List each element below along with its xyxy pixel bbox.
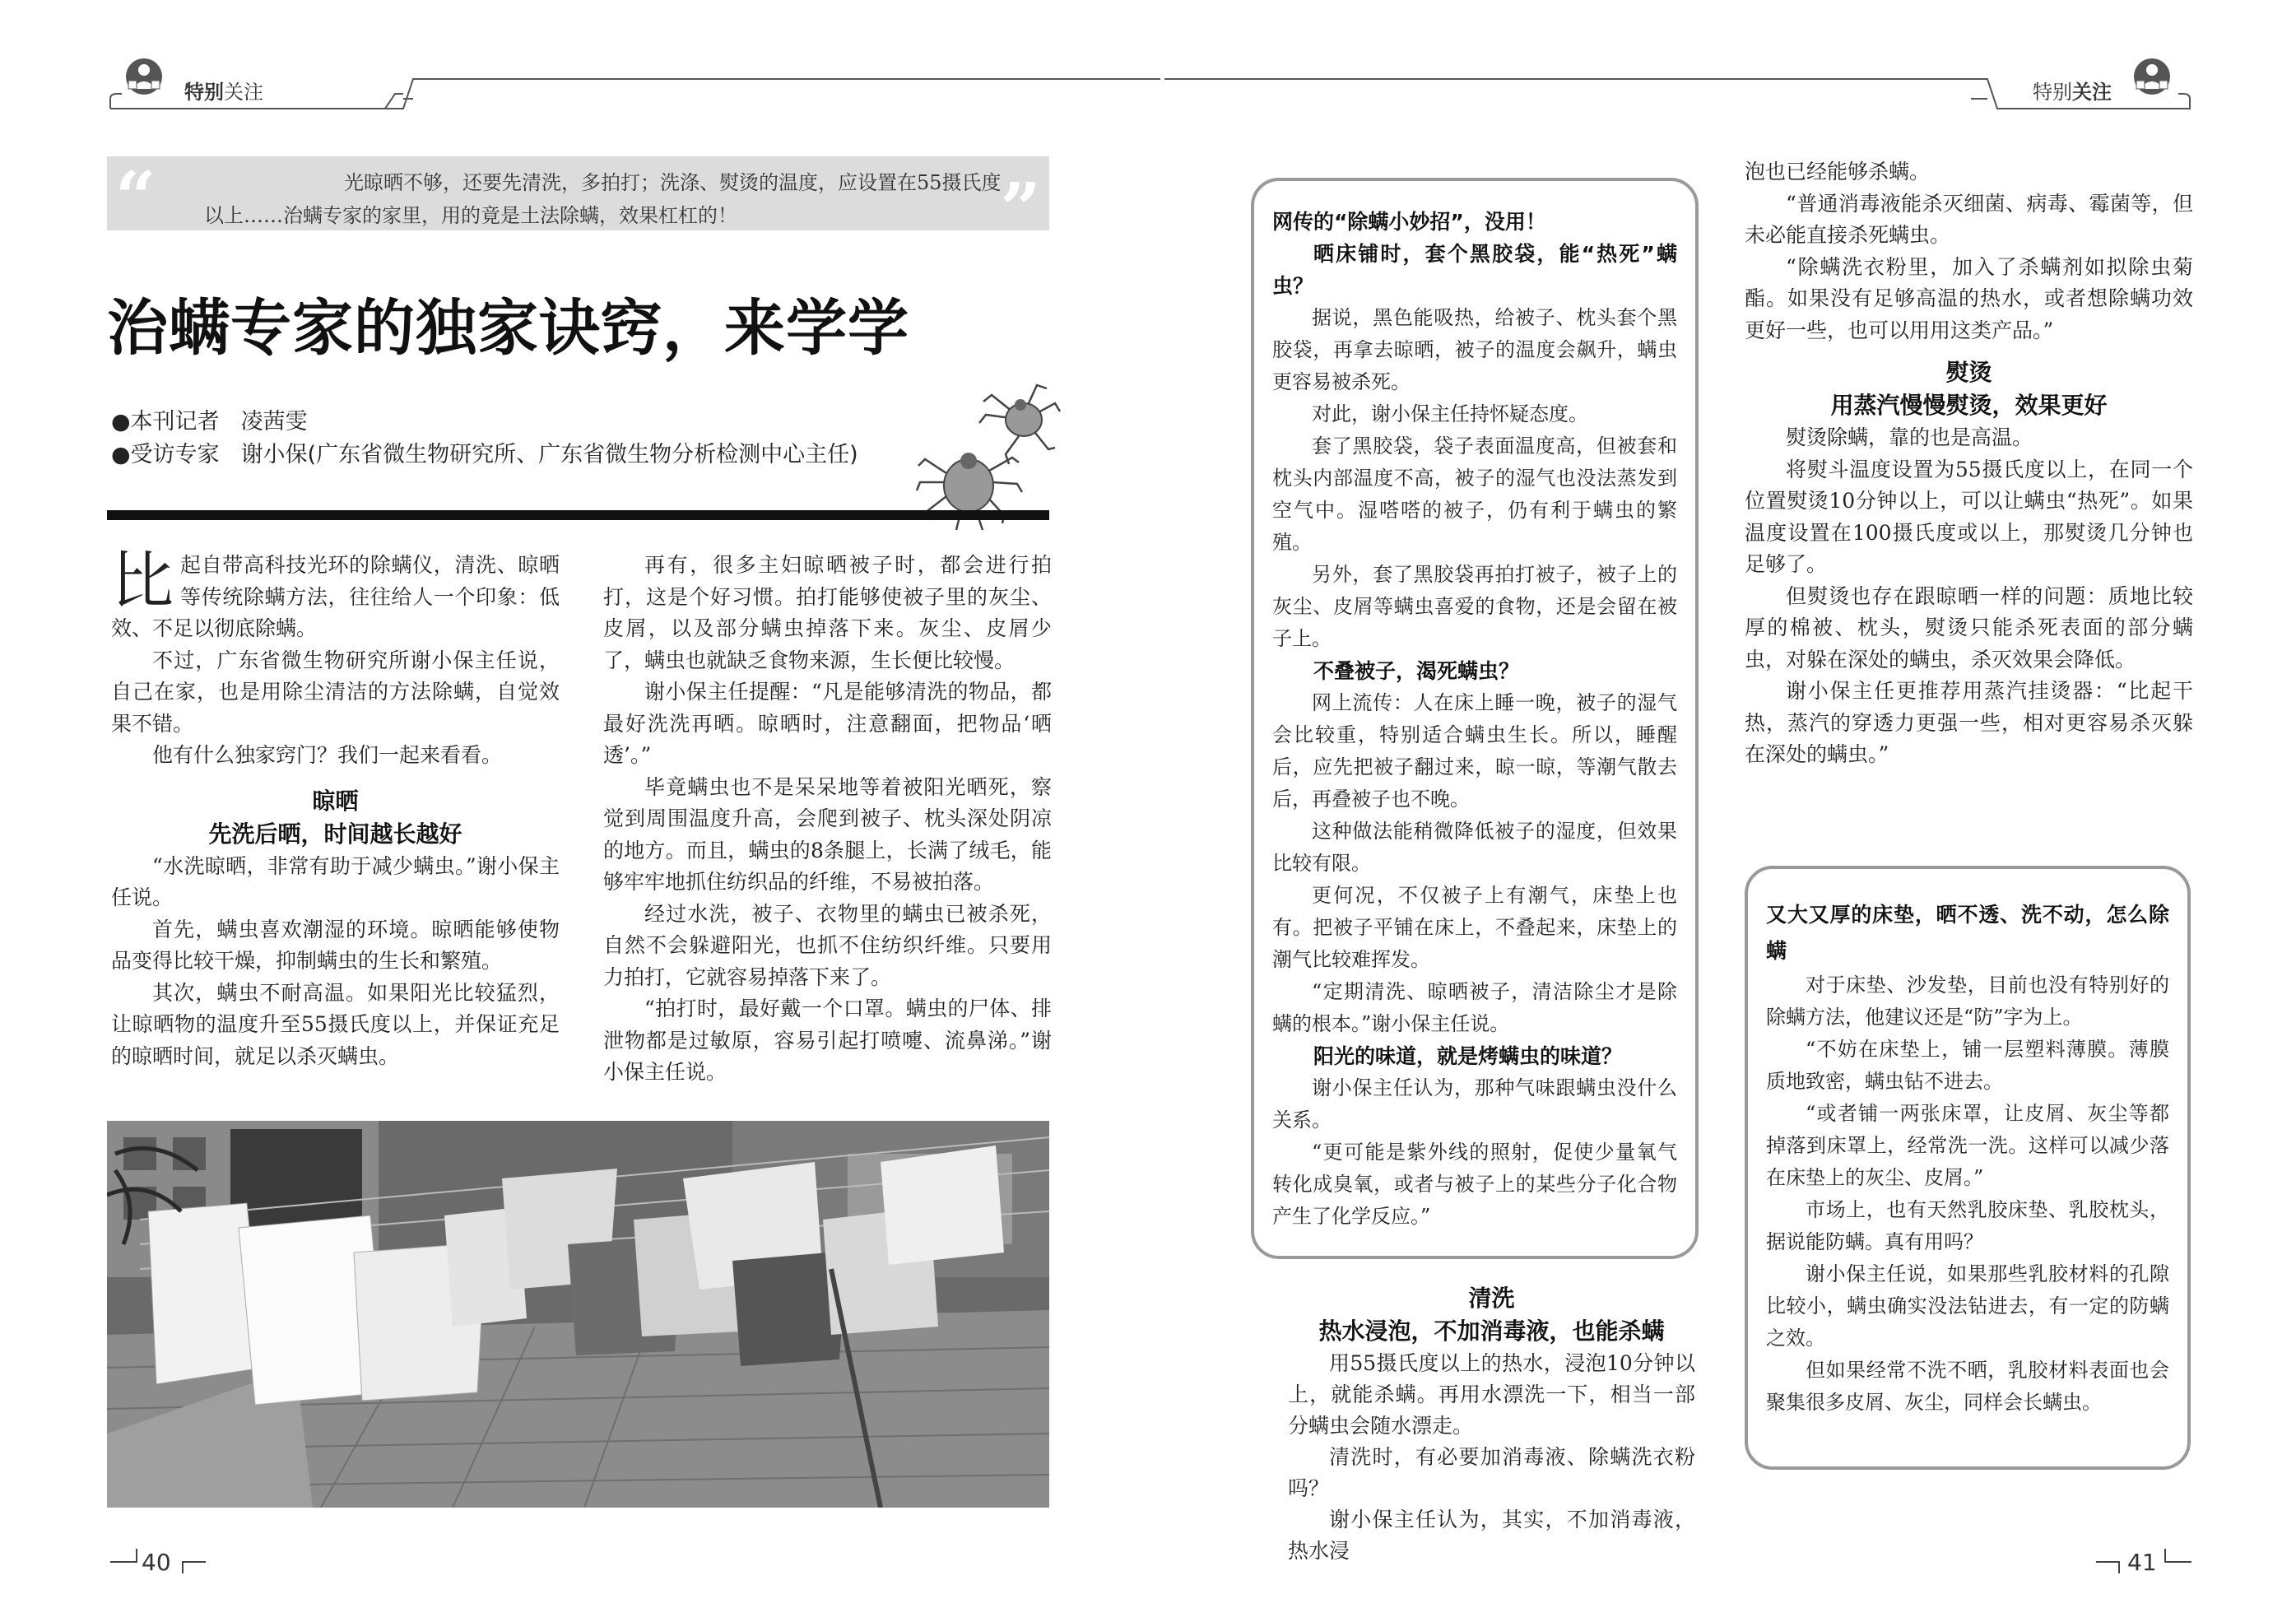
section-subtitle-washing: 热水浸泡，不加消毒液，也能杀螨: [1318, 1318, 1665, 1345]
mattress-box-title: 又大又厚的床垫，晒不透、洗不动，怎么除螨: [1766, 903, 2169, 963]
section-title-ironing: 熨烫: [1945, 359, 1992, 386]
mattress-box: 又大又厚的床垫，晒不透、洗不动，怎么除螨 对于床垫、沙发垫，目前也没有特别好的除螨方法，他建议还是“防”字为上。 “不妨在床垫上，铺一层塑料薄膜。薄膜质地致密，螨虫钻不进去。 “或者铺一两张床罩，让皮屑、灰尘等都掉落到床罩上，经常洗一洗。这样可以减少落在床垫上的灰尘、皮屑。” 市场上，也有天然乳胶床垫、乳胶枕头，据说能防螨。真有用吗？ 谢小保主任说，如果那些乳胶材料的孔隙比较小，螨虫确实没法钻进去，有一定的防螨之效。 但如果经常不洗不晒，乳胶材料表面也会聚集很多皮屑、灰尘，同样会长螨虫。: [1745, 866, 2191, 1470]
person-icon: [2131, 58, 2173, 95]
dropcap: 比: [111, 544, 174, 617]
section-subtitle-ironing: 用蒸汽慢慢熨烫，效果更好: [1830, 392, 2108, 419]
section-title-washing: 清洗: [1468, 1285, 1515, 1312]
header-rule-left: [107, 76, 1160, 112]
expert-line: ●受访专家 谢小保(广东省微生物研究所、广东省微生物分析检测中心主任): [111, 442, 858, 467]
column-1: 比起自带高科技光环的除螨仪，清洗、晾晒等传统除螨方法，往往给人一个印象：低效、不足以彻底除螨。 不过，广东省微生物研究所谢小保主任说，自己在家，也是用除尘清洁的方法除螨，自觉效果不错。 他有什么独家窍门？我们一起来看看。 晾晒 先洗后晒，时间越长越好 “水洗晾晒，非常有助于减少螨虫。”谢小保主任说。 首先，螨虫喜欢潮湿的环境。晾晒能够使物品变得比较干燥，抑制螨虫的生长和繁殖。 其次，螨虫不耐高温。如果阳光比较猛烈，让晾晒物的温度升至55摄氏度以上，并保证充足的晾晒时间，就足以杀灭螨虫。: [111, 544, 560, 1068]
section-subtitle-sunning: 先洗后晒，时间越长越好: [208, 820, 462, 848]
rumor-heading-1: 晒床铺时，套个黑胶袋，能“热死”螨虫？: [1272, 242, 1677, 298]
column-3-bottom: 清洗 热水浸泡，不加消毒液，也能杀螨 用55摄氏度以上的热水，浸泡10分钟以上，就能杀螨。再用水漂洗一下，相当一部分螨虫会随水漂走。 清洗时，有必要加消毒液、除螨洗衣粉吗？ 谢小保主任认为，其实，不加消毒液，热水浸: [1288, 1282, 1695, 1567]
lead-quote-text: 光晾晒不够，还要先清洗，多拍打；洗涤、熨烫的温度，应设置在55摄氏度以上……治螨专家的家里，用的竟是土法除螨，效果杠杠的！: [204, 171, 1002, 227]
column-4: 泡也已经能够杀螨。 “普通消毒液能杀灭细菌、病毒、霉菌等，但未必能直接杀死螨虫。 “除螨洗衣粉里，加入了杀螨剂如拟除虫菊酯。如果没有足够高温的热水，或者想除螨功效更好一些，也可以用用这类产品。” 熨烫 用蒸汽慢慢熨烫，效果更好 熨烫除螨，靠的也是高温。 将熨斗温度设置为55摄氏度以上，在同一个位置熨烫10分钟以上，可以让螨虫“热死”。如果温度设置在100摄氏度或以上，那熨烫几分钟也足够了。 但熨烫也存在跟晾晒一样的问题：质地比较厚的棉被、枕头，熨烫只能杀死表面的部分螨虫，对躲在深处的螨虫，杀灭效果会降低。 谢小保主任更推荐用蒸汽挂烫器：“比起干热，蒸汽的穿透力更强一些，相对更容易杀灭躲在深处的螨虫。”: [1745, 160, 2193, 766]
page-number-left: 40: [142, 1549, 171, 1576]
column-2: 再有，很多主妇晾晒被子时，都会进行拍打，这是个好习惯。拍打能够使被子里的灰尘、皮屑，以及部分螨虫掉落下来。灰尘、皮屑少了，螨虫也就缺乏食物来源，生长便比较慢。 谢小保主任提醒：“凡是能够清洗的物品，都最好洗洗再晒。晾晒时，注意翻面，把物品‘晒透’。” 毕竟螨虫也不是呆呆地等着被阳光晒死，察觉到周围温度升高，会爬到被子、枕头深处阴凉的地方。而且，螨虫的8条腿上，长满了绒毛，能够牢牢地抓住纺织品的纤维，不易被拍落。 经过水洗，被子、衣物里的螨虫已被杀死，自然不会躲避阳光，也抓不住纺织纤维。只要用力拍打，它就容易掉落下来了。 “拍打时，最好戴一个口罩。螨虫的尸体、排泄物都是过敏原，容易引起打喷嚏、流鼻涕。”谢小保主任说。: [603, 553, 1052, 1084]
laundry-photo: [107, 1121, 1049, 1508]
headline-divider: [107, 510, 1049, 520]
close-quote-icon: ”: [1000, 168, 1041, 251]
section-label-left: 特别关注: [184, 81, 263, 104]
section-label-right: 特别关注: [2033, 81, 2112, 104]
open-quote-icon: “: [115, 156, 156, 239]
rumor-box: 网传的“除螨小妙招”，没用！ 晒床铺时，套个黑胶袋，能“热死”螨虫？ 据说，黑色能吸热，给被子、枕头套个黑胶袋，再拿去晾晒，被子的温度会飙升，螨虫更容易被杀死。 对此，谢小保主任持怀疑态度。 套了黑胶袋，袋子表面温度高，但被套和枕头内部温度不高，被子的湿气也没法蒸发到空气中。湿嗒嗒的被子，仍有利于螨虫的繁殖。 另外，套了黑胶袋再拍打被子，被子上的灰尘、皮屑等螨虫喜爱的食物，还是会留在被子上。 不叠被子，渴死螨虫？ 网上流传：人在床上睡一晚，被子的湿气会比较重，特别适合螨虫生长。所以，睡醒后，应先把被子翻过来，晾一晾，等潮气散去后，再叠被子也不晚。 这种做法能稍微降低被子的湿度，但效果比较有限。 更何况，不仅被子上有潮气，床垫上也有。把被子平铺在床上，不叠起来，床垫上的潮气比较难挥发。 “定期清洗、晾晒被子，清洁除尘才是除螨的根本。”谢小保主任说。 阳光的味道，就是烤螨虫的味道？ 谢小保主任认为，那种气味跟螨虫没什么关系。 “更可能是紫外线的照射，促使少量氧气转化成臭氧，或者与被子上的某些分子化合物产生了化学反应。”: [1251, 178, 1699, 1259]
page-number-right: 41: [2127, 1549, 2157, 1576]
rumor-heading-2: 不叠被子，渴死螨虫？: [1313, 659, 1520, 683]
rumor-box-title: 网传的“除螨小妙招”，没用！: [1272, 210, 1546, 234]
lead-quote-box: [107, 156, 1049, 251]
article-headline: 治螨专家的独家诀窍，来学学: [107, 293, 909, 364]
reporter-line: ●本刊记者 凌茜雯: [111, 409, 308, 435]
rumor-heading-3: 阳光的味道，就是烤螨虫的味道？: [1313, 1044, 1623, 1068]
section-title-sunning: 晾晒: [312, 787, 359, 815]
